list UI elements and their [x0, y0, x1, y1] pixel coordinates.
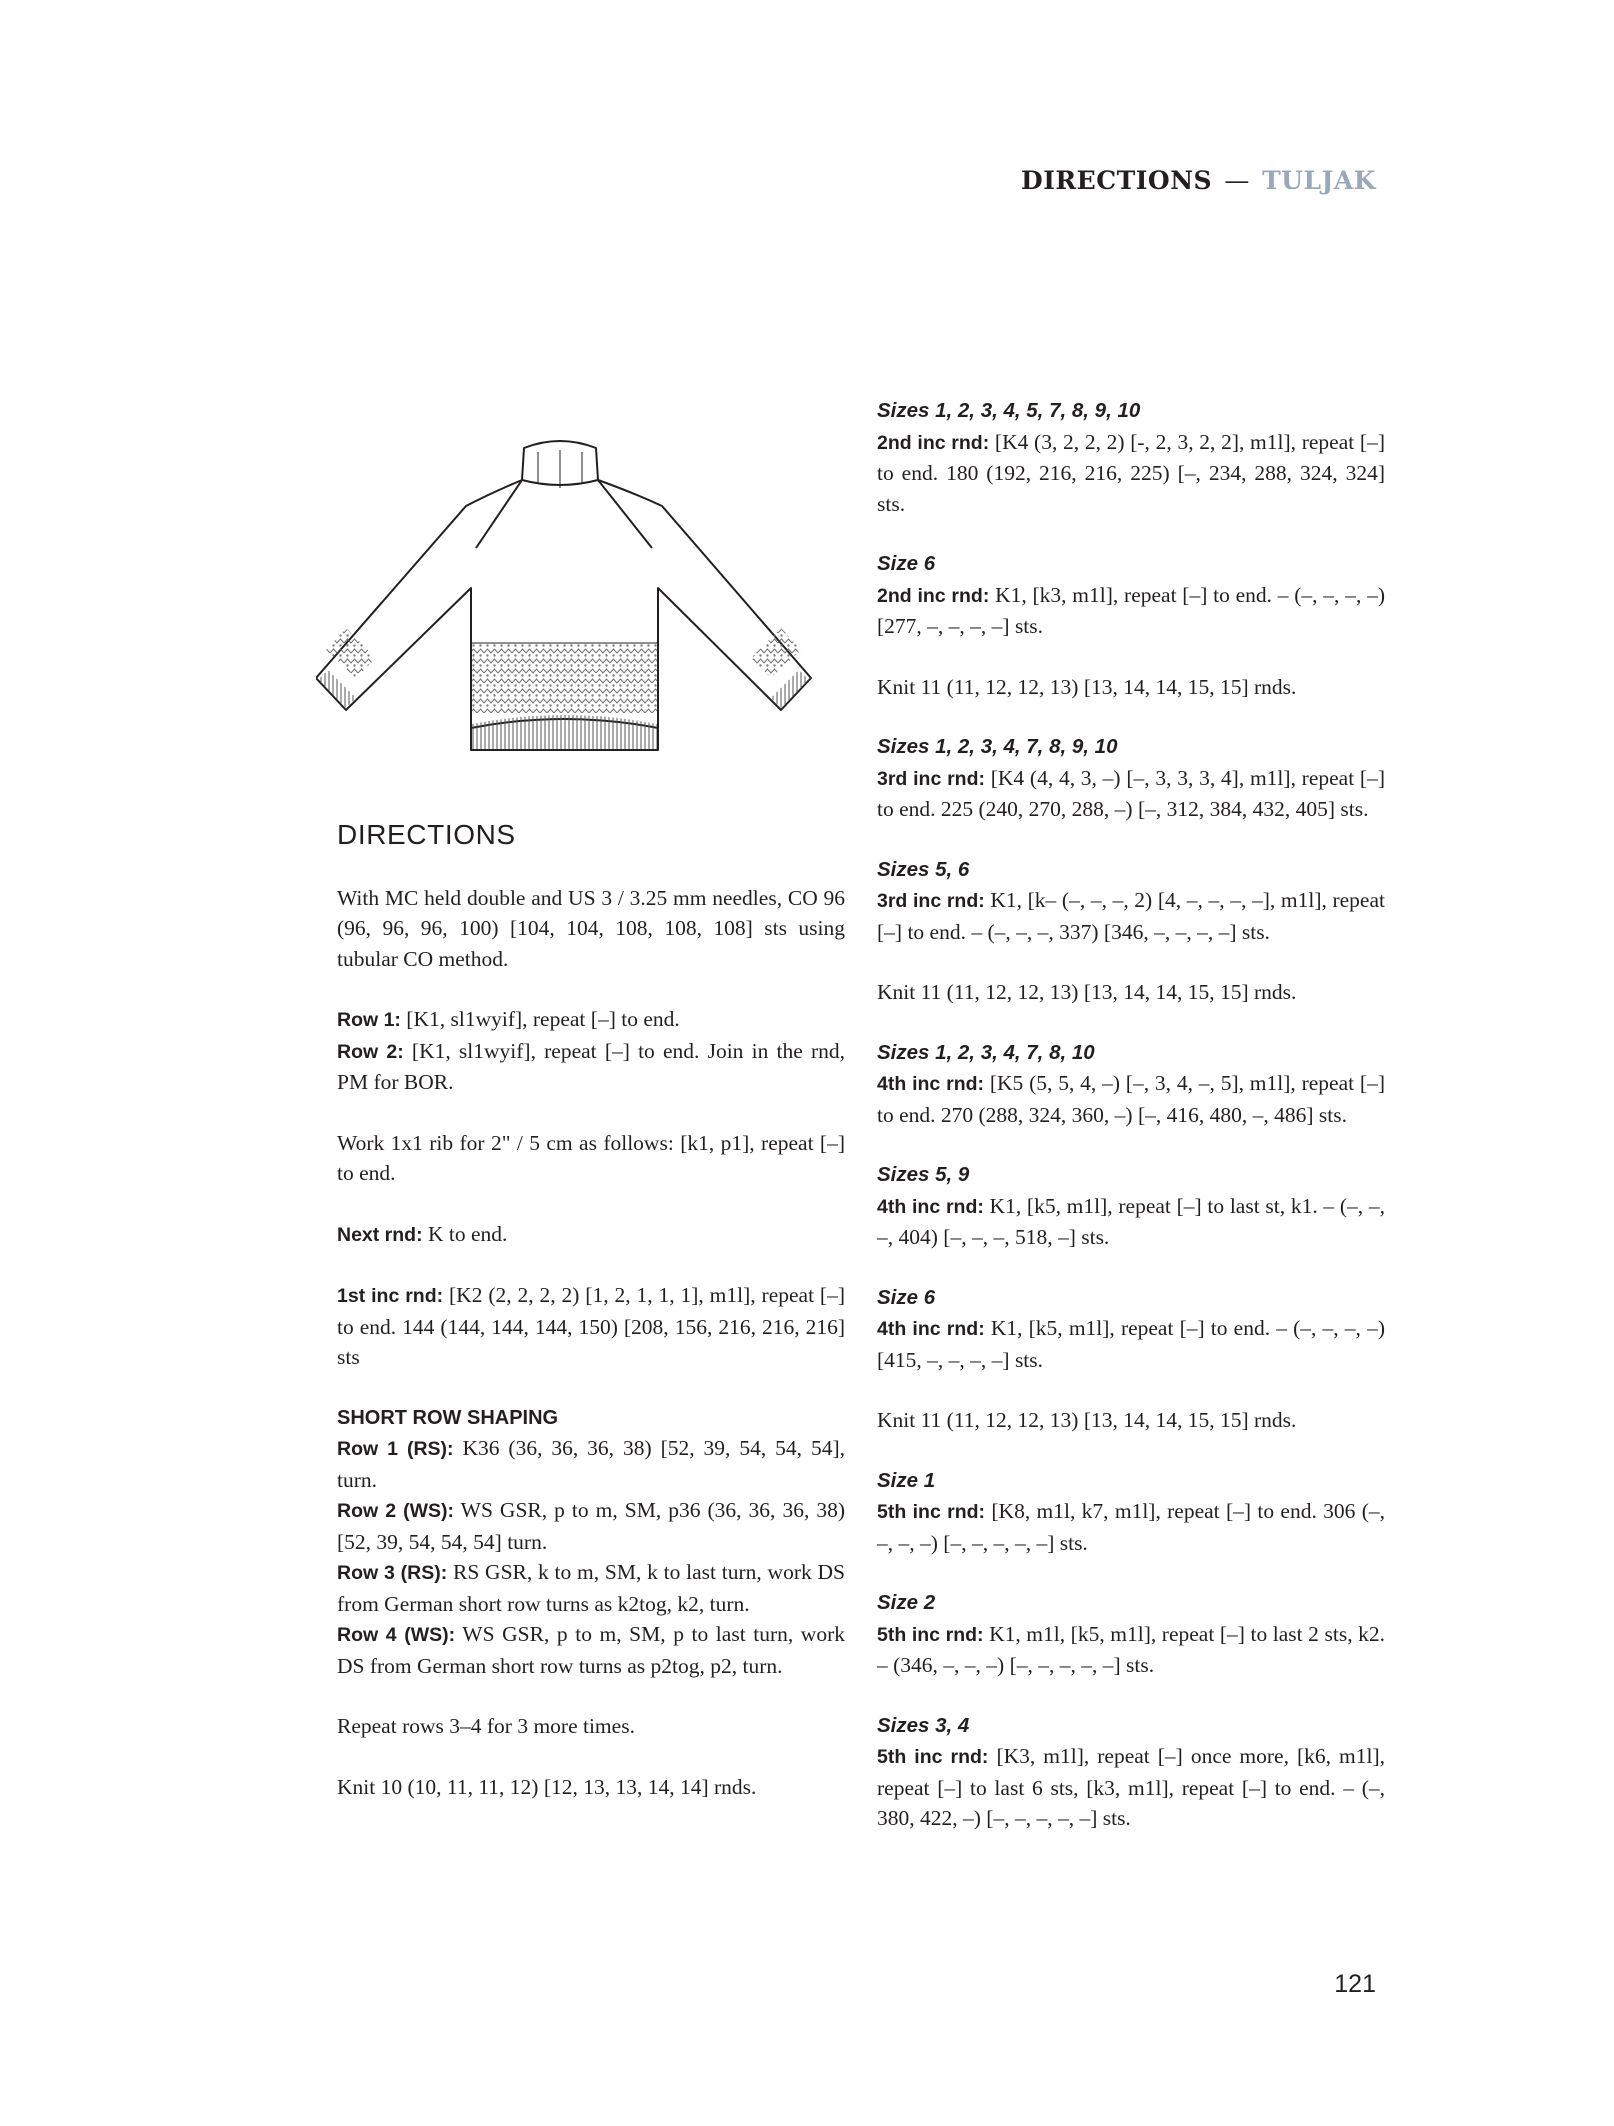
cast-on-paragraph: With MC held double and US 3 / 3.25 mm needles, CO 96 (96, 96, 96, 100) [104, 104, 108, 108, 108] sts using tubular CO method.	[337, 885, 845, 971]
size-block: Size 2 5th inc rnd: K1, m1l, [k5, m1l], repeat [–] to last 2 sts, k2. – (346, –, –, –) [–, –, –, –, –] sts.	[877, 1591, 1385, 1677]
size-block: Sizes 1, 2, 3, 4, 7, 8, 9, 10 3rd inc rnd: [K4 (4, 4, 3, –) [–, 3, 3, 3, 4], m1l], repeat [–] to end. 225 (240, 270, 288, –) [–, 312, 384, 432, 405] sts.	[877, 735, 1386, 821]
page-number: 121	[1334, 1970, 1376, 1998]
right-column	[877, 396, 1385, 1834]
setup-rows: Row 1: [K1, sl1wyif], repeat [–] to end. Row 2: [K1, sl1wyif], repeat [–] to end. Join in the rnd, PM for BOR.	[337, 1007, 845, 1094]
short-row-heading: SHORT ROW SHAPING	[337, 1406, 559, 1429]
running-header	[1021, 166, 1376, 195]
header-section: DIRECTIONS	[1021, 166, 1213, 195]
size-block: Size 6 4th inc rnd: K1, [k5, m1l], repeat [–] to end. – (–, –, –, –) [415, –, –, –, –] sts.	[877, 1285, 1385, 1372]
size-block: Sizes 3, 4 5th inc rnd: [K3, m1l], repeat [–] once more, [k6, m1l], repeat [–] to last 6 sts, [k3, m1l], repeat [–] to end. – (–, 380, 422, –) [–, –, –, –, –] sts.	[877, 1713, 1386, 1830]
knit10-paragraph: Knit 10 (10, 11, 11, 12) [12, 13, 13, 14, 14] rnds.	[337, 1774, 757, 1799]
size-block: Sizes 5, 6 3rd inc rnd: K1, [k– (–, –, –, 2) [4, –, –, –, –], m1l], repeat [–] to end. – (–, –, –, 337) [346, –, –, –, –] sts.	[877, 857, 1385, 944]
knit-rnds-paragraph: Knit 11 (11, 12, 12, 13) [13, 14, 14, 15, 15] rnds.	[877, 674, 1297, 699]
left-column	[337, 820, 845, 1802]
size-block: Size 6 2nd inc rnd: K1, [k3, m1l], repeat [–] to end. – (–, –, –, –) [277, –, –, –, –] sts.	[877, 552, 1385, 638]
header-separator: —	[1224, 166, 1250, 195]
size-block: Sizes 1, 2, 3, 4, 7, 8, 10 4th inc rnd: [K5 (5, 5, 4, –) [–, 3, 4, –, 5], m1l], repeat [–] to end. 270 (288, 324, 360, –) [–, 416, 480, –, 486] sts.	[877, 1040, 1385, 1127]
next-rnd-paragraph: Next rnd: K to end.	[337, 1221, 508, 1246]
sweater-illustration	[316, 428, 826, 768]
size-block: Size 1 5th inc rnd: [K8, m1l, k7, m1l], repeat [–] to end. 306 (–, –, –, –) [–, –, –, –, –] sts.	[877, 1468, 1385, 1555]
repeat-rows-paragraph: Repeat rows 3–4 for 3 more times.	[337, 1714, 635, 1738]
size-block: Sizes 1, 2, 3, 4, 5, 7, 8, 9, 10 2nd inc rnd: [K4 (3, 2, 2, 2) [-, 2, 3, 2, 2], m1l], repeat [–] to end. 180 (192, 216, 216, 225) [–, 234, 288, 324, 324] sts.	[877, 399, 1385, 516]
header-pattern-name: TULJAK	[1262, 166, 1376, 195]
first-inc-paragraph: 1st inc rnd: [K2 (2, 2, 2, 2) [1, 2, 1, 1, 1], m1l], repeat [–] to end. 144 (144, 144, 144, 150) [208, 156, 216, 216, 216] sts	[337, 1283, 845, 1369]
size-block: Sizes 5, 9 4th inc rnd: K1, [k5, m1l], repeat [–] to last st, k1. – (–, –, –, 404) [–, –, –, 518, –] sts.	[877, 1163, 1385, 1249]
rib-paragraph: Work 1x1 rib for 2" / 5 cm as follows: [k1, p1], repeat [–] to end.	[337, 1130, 845, 1185]
knit-rnds-paragraph: Knit 11 (11, 12, 12, 13) [13, 14, 14, 15, 15] rnds.	[877, 1408, 1297, 1432]
short-row-section: SHORT ROW SHAPING Row 1 (RS): K36 (36, 36, 36, 38) [52, 39, 54, 54, 54], turn. Row 2 (WS): WS GSR, p to m, SM, p36 (36, 36, 36, 38) [52, 39, 54, 54, 54] turn. Row 3 (RS): RS GSR, k to m, SM, k to last turn, work DS from German short row turns as k2tog, k2, turn. Row 4 (WS): WS GSR, p to m, SM, p to last turn, work DS from German short row turns as p2tog, p2, turn.	[337, 1403, 845, 1682]
section-title: DIRECTIONS	[337, 819, 516, 850]
knit-rnds-paragraph: Knit 11 (11, 12, 12, 13) [13, 14, 14, 15, 15] rnds.	[877, 980, 1297, 1004]
